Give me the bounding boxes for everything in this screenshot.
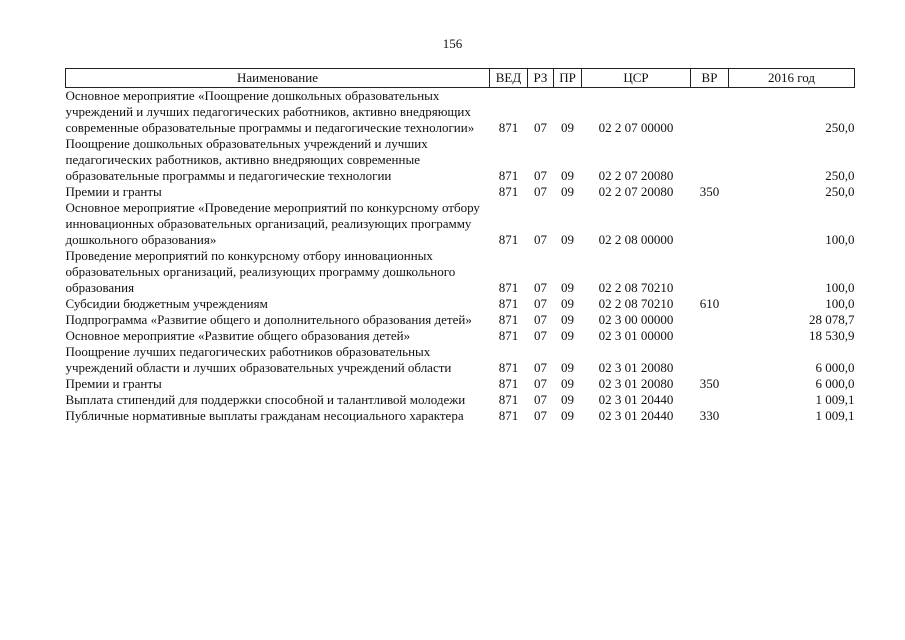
cell-csr: 02 2 07 00000 [598, 120, 674, 135]
cell-pr: 09 [561, 392, 574, 407]
cell-pr: 09 [561, 360, 574, 375]
cell-name: Основное мероприятие «Поощрение дошкольных образовательных учреждений и лучших педагогических работников, активно внедряющих современные образовательные программы и педагогические технологии» [65, 88, 475, 135]
cell-csr: 02 3 01 20440 [598, 392, 674, 407]
table-row [66, 136, 855, 184]
cell-csr: 02 2 08 70210 [598, 296, 674, 311]
cell-rz: 07 [534, 296, 547, 311]
table-row [66, 248, 855, 296]
table-row [66, 296, 855, 312]
table-row [66, 376, 855, 392]
cell-sum: 250,0 [825, 120, 855, 135]
cell-sum: 6 000,0 [815, 360, 855, 375]
cell-name: Премии и гранты [65, 184, 162, 199]
cell-ved: 871 [498, 168, 519, 183]
cell-name: Выплата стипендий для поддержки способной и талантливой молодежи [65, 392, 466, 407]
cell-ved: 871 [498, 120, 519, 135]
cell-sum: 1 009,1 [815, 408, 855, 423]
cell-csr: 02 2 07 20080 [598, 168, 674, 183]
cell-vr: 610 [699, 296, 720, 311]
table-row [66, 392, 855, 408]
cell-pr: 09 [561, 328, 574, 343]
cell-pr: 09 [561, 120, 574, 135]
table-body [66, 88, 855, 425]
cell-name: Проведение мероприятий по конкурсному отбору инновационных образовательных организаций, реализующих программу дошкольного образования [65, 248, 456, 295]
cell-rz: 07 [534, 168, 547, 183]
cell-name: Публичные нормативные выплаты гражданам несоциального характера [65, 408, 464, 423]
cell-pr: 09 [561, 408, 574, 423]
cell-vr: 350 [699, 184, 720, 199]
cell-name: Поощрение лучших педагогических работников образовательных учреждений области и лучших образовательных учреждений области [65, 344, 452, 375]
cell-name: Субсидии бюджетным учреждениям [65, 296, 268, 311]
cell-rz: 07 [534, 376, 547, 391]
cell-csr: 02 3 01 20440 [598, 408, 674, 423]
cell-sum: 100,0 [825, 296, 855, 311]
cell-pr: 09 [561, 168, 574, 183]
cell-pr: 09 [561, 280, 574, 295]
cell-ved: 871 [498, 232, 519, 247]
table-row [66, 328, 855, 344]
cell-name: Основное мероприятие «Проведение мероприятий по конкурсному отбору инновационных образовательных организаций, реализующих программу дошкольного образования» [65, 200, 480, 247]
cell-vr [691, 344, 729, 376]
cell-csr: 02 2 08 70210 [598, 280, 674, 295]
cell-csr: 02 3 01 00000 [598, 328, 674, 343]
cell-rz: 07 [534, 392, 547, 407]
table-row [66, 200, 855, 248]
cell-vr [691, 312, 729, 328]
cell-rz: 07 [534, 232, 547, 247]
cell-csr: 02 2 07 20080 [598, 184, 674, 199]
cell-sum: 6 000,0 [815, 376, 855, 391]
table-header [66, 69, 855, 88]
cell-name: Поощрение дошкольных образовательных учреждений и лучших педагогических работников, активно внедряющих современные образовательные программы и педагогические технологии [65, 136, 428, 183]
cell-rz: 07 [534, 360, 547, 375]
cell-pr: 09 [561, 232, 574, 247]
cell-vr [691, 88, 729, 137]
cell-sum: 250,0 [825, 184, 855, 199]
cell-name: Премии и гранты [65, 376, 162, 391]
cell-ved: 871 [498, 328, 519, 343]
cell-ved: 871 [498, 360, 519, 375]
cell-pr: 09 [561, 376, 574, 391]
cell-ved: 871 [498, 376, 519, 391]
cell-sum: 100,0 [825, 232, 855, 247]
cell-pr: 09 [561, 184, 574, 199]
header-ved: ВЕД [490, 69, 528, 88]
header-sum: 2016 год [729, 69, 855, 88]
cell-csr: 02 3 01 20080 [598, 360, 674, 375]
cell-name: Подпрограмма «Развитие общего и дополнительного образования детей» [65, 312, 472, 327]
cell-ved: 871 [498, 280, 519, 295]
cell-sum: 100,0 [825, 280, 855, 295]
header-pr: ПР [554, 69, 582, 88]
cell-ved: 871 [498, 392, 519, 407]
table-row [66, 184, 855, 200]
cell-rz: 07 [534, 328, 547, 343]
cell-vr [691, 136, 729, 184]
cell-name: Основное мероприятие «Развитие общего образования детей» [65, 328, 411, 343]
cell-vr: 350 [699, 376, 720, 391]
cell-rz: 07 [534, 280, 547, 295]
page-number: 156 [442, 36, 463, 51]
cell-sum: 28 078,7 [809, 312, 855, 327]
cell-vr [691, 392, 729, 408]
cell-rz: 07 [534, 184, 547, 199]
table-row [66, 312, 855, 328]
cell-sum: 18 530,9 [809, 328, 855, 343]
cell-sum: 1 009,1 [815, 392, 855, 407]
cell-ved: 871 [498, 408, 519, 423]
cell-pr: 09 [561, 296, 574, 311]
header-rz: РЗ [528, 69, 554, 88]
cell-csr: 02 3 01 20080 [598, 376, 674, 391]
header-name: Наименование [66, 69, 490, 88]
header-csr: ЦСР [582, 69, 691, 88]
table-row [66, 408, 855, 424]
cell-sum: 250,0 [825, 168, 855, 183]
cell-vr [691, 248, 729, 296]
table-row [66, 88, 855, 137]
cell-rz: 07 [534, 408, 547, 423]
cell-csr: 02 3 00 00000 [598, 312, 674, 327]
cell-vr: 330 [699, 408, 720, 423]
table-row [66, 344, 855, 376]
cell-vr [691, 200, 729, 248]
cell-ved: 871 [498, 296, 519, 311]
cell-csr: 02 2 08 00000 [598, 232, 674, 247]
cell-rz: 07 [534, 120, 547, 135]
cell-pr: 09 [561, 312, 574, 327]
cell-ved: 871 [498, 312, 519, 327]
budget-table [65, 68, 855, 424]
cell-ved: 871 [498, 184, 519, 199]
header-vr: ВР [691, 69, 729, 88]
cell-rz: 07 [534, 312, 547, 327]
cell-vr [691, 328, 729, 344]
